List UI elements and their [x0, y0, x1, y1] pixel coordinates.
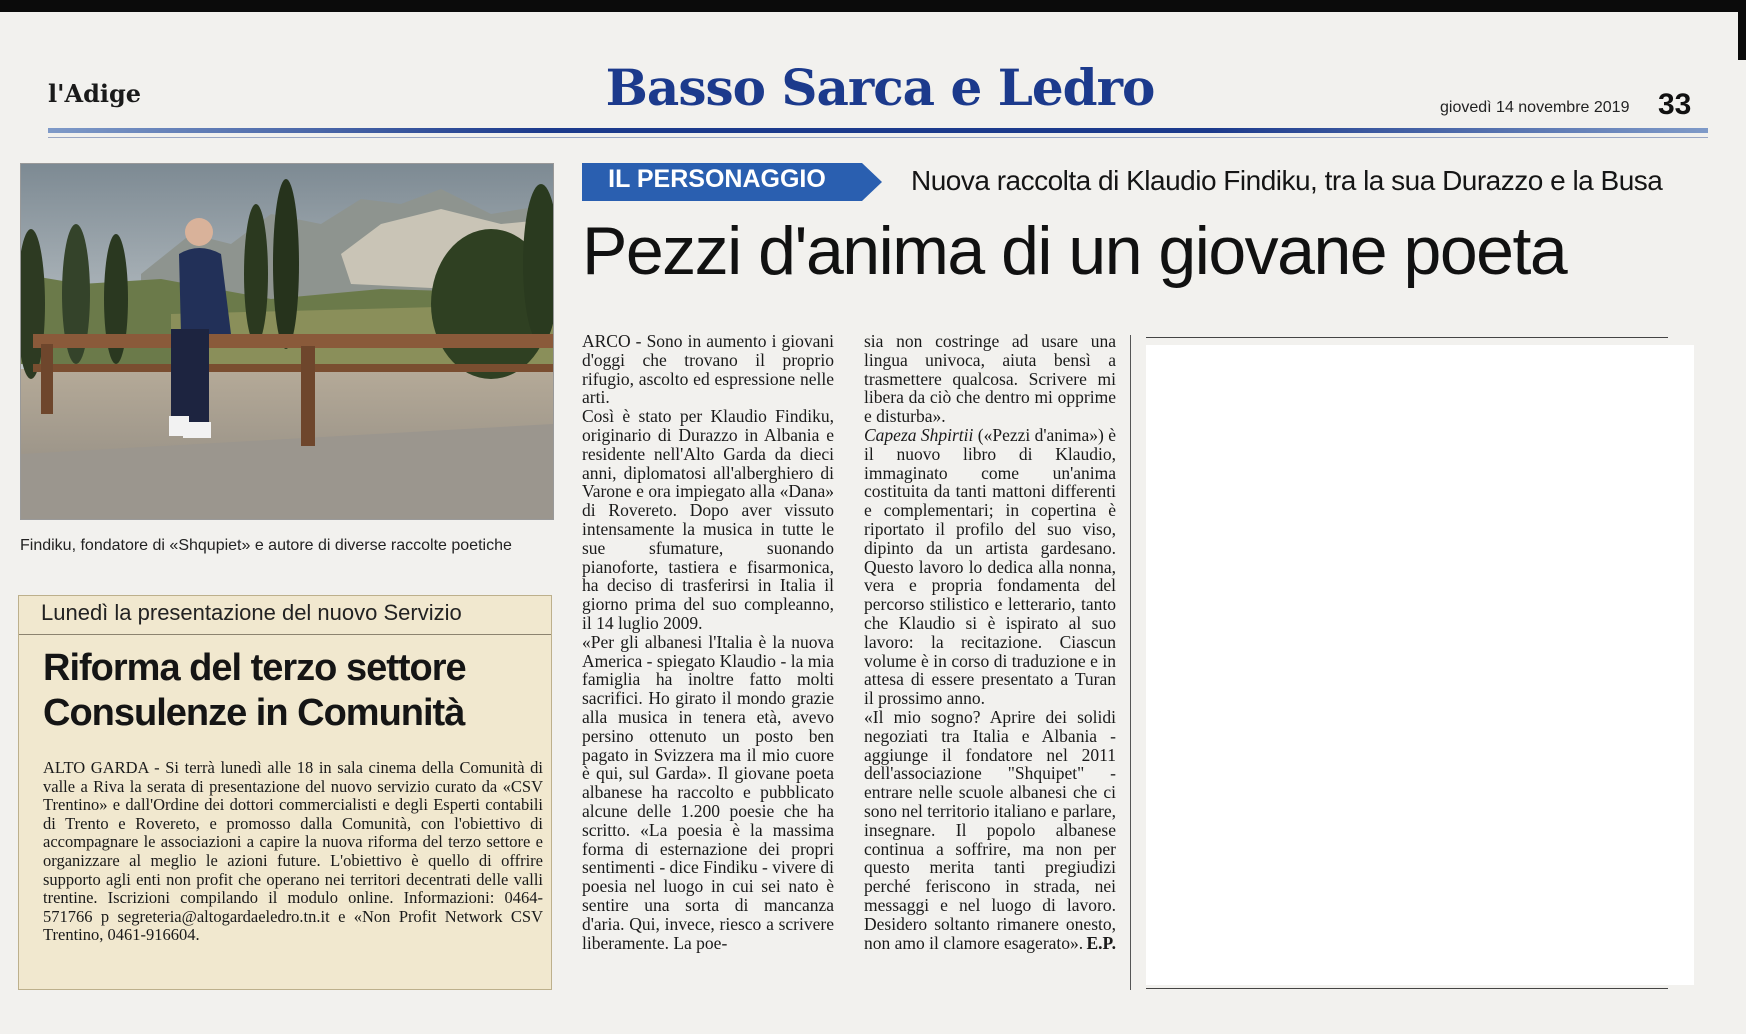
masthead-rule — [48, 128, 1708, 133]
section-title: Basso Sarca e Ledro — [605, 58, 1155, 117]
photo-caption: Findiku, fondatore di «Shqupiet» e autore di diverse raccolte poetiche — [20, 537, 512, 554]
blank-area-bottom-rule — [1146, 988, 1668, 989]
sidebar-headline-line2: Consulenze in Comunità — [43, 692, 465, 734]
masthead-thin-rule — [48, 137, 1708, 138]
article-paragraph: Così è stato per Klaudio Findiku, originario di Durazzo in Albania e residente nell'Alto Garda da dieci anni, diplomatosi all'alberghiero di Varone e ora impiegato alla «Dana» di Rovereto. Dopo aver vissuto intensamente la musica in tutte le sue sfumature, suonando pianoforte, tastiera e fisarmonica, ha deciso di trasferirsi in Italia il giorno prima del suo compleanno, il 14 luglio 2009. — [582, 406, 834, 633]
article-photo — [20, 163, 554, 520]
article-paragraph — [864, 708, 1116, 952]
sidebar-kicker: Lunedì la presentazione del nuovo Servizio — [41, 600, 462, 625]
sidebar-headline — [43, 646, 543, 736]
closing-paragraph-text: «Il mio sogno? Aprire dei solidi negoziati tra Italia e Albania - aggiunge il fondatore nel 2011 dell'associazione "Shquipet" - entrare nelle scuole albanesi che ci sono nel territorio italiano e parlare, insegnare. Il popolo albanese continua a soffrire, ma non per questo merita tanti pregiudizi perché feriscono in strada, nei messaggi e nel luogo di lavoro. Desidero soltanto rimanere onesto, non amo il clamore esagerato». — [864, 706, 1116, 953]
article-paragraph: sia non costringe ad usare una lingua univoca, aiuta bensì a trasmettere qualcosa. Scrivere mi libera da ciò che dentro mi opprime e disturba». — [864, 331, 1116, 427]
author-signature: E.P. — [1086, 932, 1116, 953]
top-edge-band — [0, 0, 1746, 12]
blank-area-top-rule — [1146, 337, 1668, 338]
article-column-2 — [864, 332, 1116, 952]
article-headline: Pezzi d'anima di un giovane poeta — [582, 213, 1567, 289]
article-kicker: Nuova raccolta di Klaudio Findiku, tra la sua Durazzo e la Busa — [911, 165, 1663, 196]
newspaper-logo: l'Adige — [48, 79, 142, 108]
issue-date: giovedì 14 novembre 2019 — [1440, 99, 1630, 116]
section-tag-label: IL PERSONAGGIO — [608, 165, 826, 193]
column-rule — [1130, 335, 1131, 990]
sidebar-divider — [19, 634, 551, 635]
sidebar-body: ALTO GARDA - Si terrà lunedì alle 18 in sala cinema della Comunità di valle a Riva la serata di presentazione del nuovo servizio curato da «CSV Trentino» e dall'Ordine dei dottori commercialisti e degli Esperti contabili di Trento e Rovereto, e promosso dalla Comunità, con l'obiettivo di accompagnare le associazioni a capire la nuova riforma del terzo settore e organizzare al meglio le azioni future. L'obiettivo è quello di offrire supporto agli enti non profit che operano nei territori decentrati delle valli trentine. Iscrizioni compilando il modulo online. Informazioni: 0464-571766 p segreteria@altogardaeledro.tn.it e «Non Profit Network CSV Trentino, 0461-916604. — [43, 758, 543, 945]
section-tag — [582, 163, 882, 201]
sidebar-headline-line1: Riforma del terzo settore — [43, 647, 466, 689]
book-paragraph-text: («Pezzi d'anima») è il nuovo libro di Klaudio, immaginato come un'anima costituita da tanti mattoni differenti e complementari; in copertina è riportato il profilo del suo viso, dipinto da un artista gardesano. Questo lavoro lo dedica alla nonna, vera e propria fondamenta del percorso stilistico e letterario, tanto che Klaudio si è ispirato al suo lavoro: la recitazione. Ciascun volume è in corso di traduzione e in attesa di essere presentato a Turan il prossimo anno. — [864, 424, 1116, 709]
article-column-1 — [582, 332, 834, 952]
sidebar-box — [18, 595, 552, 990]
page-number: 33 — [1658, 88, 1692, 121]
article-paragraph: ARCO - Sono in aumento i giovani d'oggi che trovano il proprio rifugio, ascolto ed espressione nelle arti. — [582, 331, 834, 408]
book-title: Capeza Shpirtii — [864, 424, 974, 445]
right-edge-band — [1738, 0, 1746, 60]
blank-content-area — [1146, 345, 1694, 985]
article-paragraph — [864, 426, 1116, 708]
article-paragraph: «Per gli albanesi l'Italia è la nuova America - spiegato Klaudio - la mia famiglia ha inoltre fatto molti sacrifici. Ho girato il mondo grazie alla musica in tenera età, avevo persino ottenuto un posto ben pagato in Svizzera ma il mio cuore è qui, sul Garda». Il giovane poeta albanese ha raccolto e pubblicato alcune delle 1.200 poesie che ha scritto. «La poesia è la massima forma di esternazione dei propri sentimenti - dice Findiku - vivere di poesia nel luogo in cui sei nato è sentire una sorta di mancanza d'aria. Qui, invece, riesco a scrivere liberamente. La poe- — [582, 631, 834, 953]
landscape-photo-illustration — [21, 164, 553, 519]
